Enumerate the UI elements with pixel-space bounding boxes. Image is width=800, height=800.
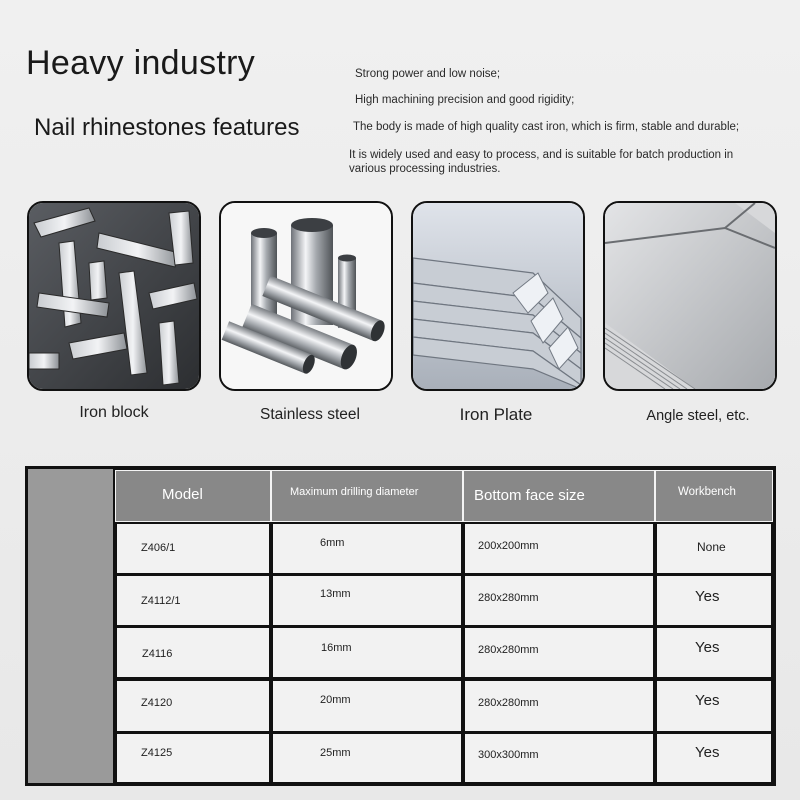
table-row-diameter xyxy=(273,681,461,731)
feature-text: It is widely used and easy to process, and is suitable for batch production in various processing industries. xyxy=(349,149,734,175)
table-row-model xyxy=(117,734,269,782)
table-row-diameter xyxy=(273,576,461,625)
column-header-size xyxy=(463,470,655,522)
cell-text: Z4112/1 xyxy=(141,595,181,607)
table-row-diameter xyxy=(273,524,461,573)
table-row-diameter xyxy=(273,628,461,677)
feature-text: High machining precision and good rigidity; xyxy=(355,94,575,106)
material-label: Stainless steel xyxy=(260,406,360,423)
page-title: Heavy industry xyxy=(26,44,256,82)
table-row-size xyxy=(465,628,653,677)
cell-text: Yes xyxy=(695,744,720,761)
cell-text: Z4125 xyxy=(141,747,173,759)
column-header-model xyxy=(115,470,271,522)
cell-text: Yes xyxy=(695,692,720,709)
header-label: Bottom face size xyxy=(474,487,585,504)
cell-text: 25mm xyxy=(320,747,351,759)
cell-text: None xyxy=(697,540,726,554)
cell-text: Z4120 xyxy=(141,697,173,709)
cell-text: 300x300mm xyxy=(478,749,539,761)
table-row-model xyxy=(117,576,269,625)
table-row-size xyxy=(465,524,653,573)
table-row-size xyxy=(465,734,653,782)
cell-text: 280x280mm xyxy=(478,644,539,656)
column-header-diameter xyxy=(271,470,463,522)
page-subtitle: Nail rhinestones features xyxy=(34,114,300,141)
material-label: Iron Plate xyxy=(459,405,533,424)
header-label: Maximum drilling diameter xyxy=(290,486,419,498)
table-row-diameter xyxy=(273,734,461,782)
feature-text: The body is made of high quality cast iron, which is firm, stable and durable; xyxy=(353,121,740,133)
header-label: Workbench xyxy=(678,486,736,498)
cell-text: 13mm xyxy=(320,588,351,600)
iron-block-image xyxy=(27,201,201,391)
table-row-model xyxy=(117,681,269,731)
material-label: Iron block xyxy=(79,404,149,421)
material-label: Angle steel, etc. xyxy=(646,408,750,424)
cell-text: 280x280mm xyxy=(478,592,539,604)
cell-text: 20mm xyxy=(320,694,351,706)
cell-text: 6mm xyxy=(320,537,345,549)
table-row-workbench xyxy=(657,628,771,677)
table-row-workbench xyxy=(657,734,771,782)
table-row-workbench xyxy=(657,681,771,731)
table-row-workbench xyxy=(657,576,771,625)
cell-text: 16mm xyxy=(321,642,352,654)
table-row-size xyxy=(465,681,653,731)
table-row-workbench xyxy=(657,524,771,573)
table-side-panel xyxy=(28,469,113,783)
feature-text: Strong power and low noise; xyxy=(355,68,501,80)
angle-steel-image xyxy=(603,201,777,391)
cell-text: Z406/1 xyxy=(141,542,176,554)
iron-plate-image xyxy=(411,201,585,391)
cell-text: Z4116 xyxy=(142,648,173,660)
table-row-size xyxy=(465,576,653,625)
table-row-model xyxy=(117,628,269,677)
table-row-model xyxy=(117,524,269,573)
column-header-workbench xyxy=(655,470,773,522)
cell-text: Yes xyxy=(695,639,720,656)
cell-text: 200x200mm xyxy=(478,540,539,552)
cell-text: Yes xyxy=(695,588,720,605)
header-label: Model xyxy=(162,486,203,503)
stainless-steel-image xyxy=(219,201,393,391)
cell-text: 280x280mm xyxy=(478,697,539,709)
